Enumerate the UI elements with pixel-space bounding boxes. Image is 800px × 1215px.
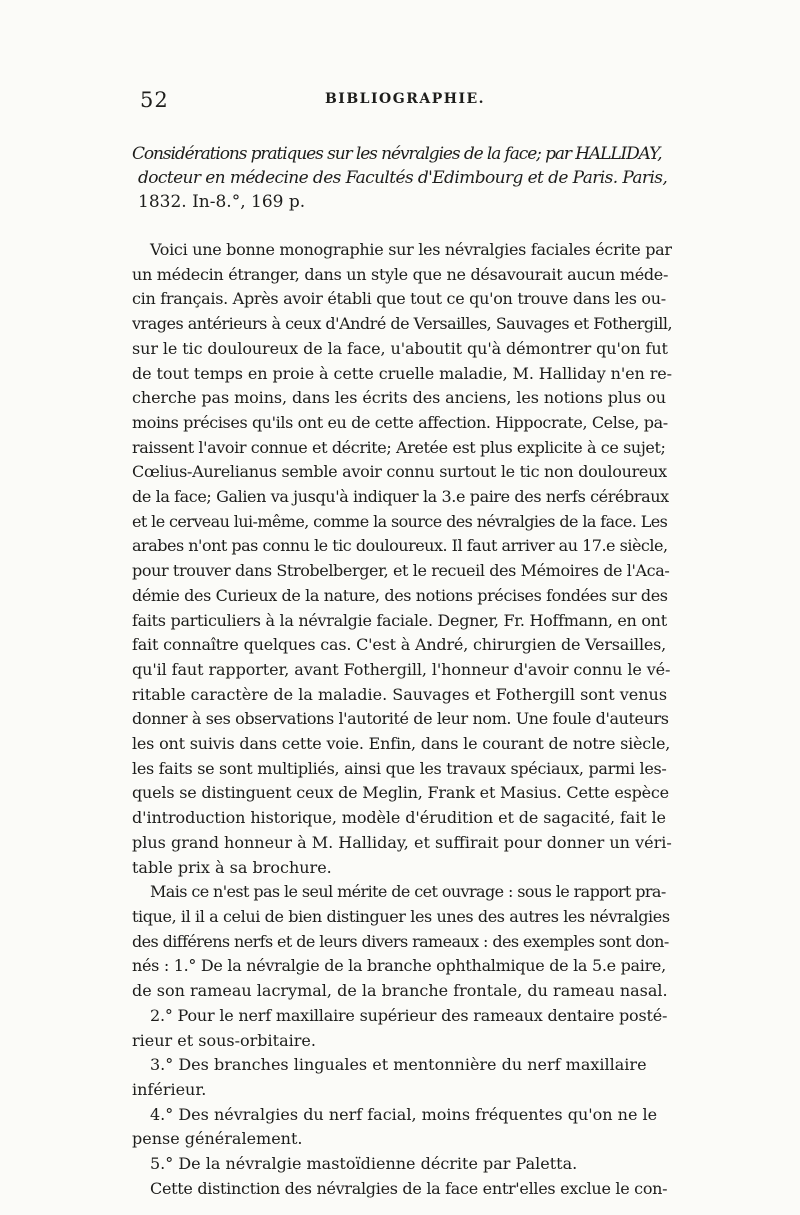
text-line: vrages antérieurs à ceux d'André de Versailles, Sauvages et Fothergill, (132, 314, 672, 334)
text-line: de son rameau lacrymal, de la branche frontale, du rameau nasal. (132, 981, 668, 1001)
text-line: table prix à sa brochure. (132, 857, 332, 877)
text-line: pense généralement. (132, 1129, 303, 1149)
text-line: tique, il il a celui de bien distinguer les unes des autres les névralgies (132, 906, 670, 926)
text-line: Mais ce n'est pas le seul mérite de cet ouvrage : sous le rapport pra- (150, 882, 666, 902)
text-line: nés : 1.° De la névralgie de la branche ophthalmique de la 5.e paire, (132, 956, 666, 976)
text-line: cin français. Après avoir établi que tout ce qu'on trouve dans les ou- (132, 289, 666, 309)
text-line: plus grand honneur à M. Halliday, et suffirait pour donner un véri- (132, 832, 672, 852)
text-line: arabes n'ont pas connu le tic douloureux. Il faut arriver au 17.e siècle, (132, 536, 668, 556)
text-line: 4.° Des névralgies du nerf facial, moins fréquentes qu'on ne le (150, 1104, 658, 1124)
text-line: démie des Curieux de la nature, des notions précises fondées sur des (132, 585, 668, 605)
text-line: rieur et sous-orbitaire. (132, 1030, 316, 1050)
text-line: donner à ses observations l'autorité de leur nom. Une foule d'auteurs (132, 709, 669, 729)
text-line: de la face; Galien va jusqu'à indiquer la 3.e paire des nerfs cérébraux (132, 487, 669, 507)
text-line: les faits se sont multipliés, ainsi que les travaux spéciaux, parmi les- (132, 758, 667, 778)
bibliographic-citation (132, 142, 667, 214)
page-header (140, 88, 670, 118)
text-line: les ont suivis dans cette voie. Enfin, dans le courant de notre siècle, (132, 734, 671, 754)
text-line: moins précises qu'ils ont eu de cette affection. Hippocrate, Celse, pa- (132, 412, 668, 432)
text-line: Cette distinction des névralgies de la face entr'elles exclue le con- (150, 1178, 668, 1198)
text-line: qu'il faut rapporter, avant Fothergill, l'honneur d'avoir connu le vé- (132, 659, 671, 679)
text-line: Voici une bonne monographie sur les névralgies faciales écrite par (150, 240, 672, 259)
text-line: pour trouver dans Strobelberger, et le recueil des Mémoires de l'Aca- (132, 561, 670, 581)
text-line: 2.° Pour le nerf maxillaire supérieur des rameaux dentaire posté- (150, 1005, 668, 1025)
page-number: 52 (140, 88, 169, 112)
citation-line: Considérations pratiques sur les névralgies de la face; par HALLIDAY, (132, 144, 662, 164)
text-line: un médecin étranger, dans un style que ne désavourait aucun méde- (132, 264, 669, 284)
text-line: 5.° De la névralgie mastoïdienne décrite par Paletta. (150, 1154, 578, 1174)
review-text (132, 238, 672, 1201)
text-line: faits particuliers à la névralgie faciale. Degner, Fr. Hoffmann, en ont (132, 610, 667, 630)
running-title: BIBLIOGRAPHIE. (324, 91, 486, 107)
text-line: fait connaître quelques cas. C'est à André, chirurgien de Versailles, (132, 635, 667, 655)
text-line: et le cerveau lui-même, comme la source des névralgies de la face. Les (132, 511, 668, 531)
text-line: de tout temps en proie à cette cruelle maladie, M. Halliday n'en re- (132, 363, 672, 383)
text-line: inférieur. (132, 1079, 207, 1099)
text-line: cherche pas moins, dans les écrits des anciens, les notions plus ou (132, 388, 666, 408)
text-line: raissent l'avoir connue et décrite; Aretée est plus explicite à ce sujet; (132, 437, 666, 457)
text-line: Cœlius-Aurelianus semble avoir connu surtout le tic non douloureux (132, 462, 667, 482)
text-line: sur le tic douloureux de la face, u'aboutit qu'à démontrer qu'on fut (132, 338, 668, 358)
text-line: d'introduction historique, modèle d'érudition et de sagacité, fait le (132, 808, 666, 828)
citation-line: 1832. In-8.°, 169 p. (138, 192, 306, 212)
citation-line: docteur en médecine des Facultés d'Edimbourg et de Paris. Paris, (138, 168, 668, 188)
text-line: des différens nerfs et de leurs divers rameaux : des exemples sont don- (132, 931, 669, 951)
text-line: ritable caractère de la maladie. Sauvages et Fothergill sont venus (132, 684, 668, 704)
text-line: 3.° Des branches linguales et mentonnière du nerf maxillaire (150, 1055, 647, 1075)
text-line: quels se distinguent ceux de Meglin, Frank et Masius. Cette espèce (132, 783, 669, 803)
